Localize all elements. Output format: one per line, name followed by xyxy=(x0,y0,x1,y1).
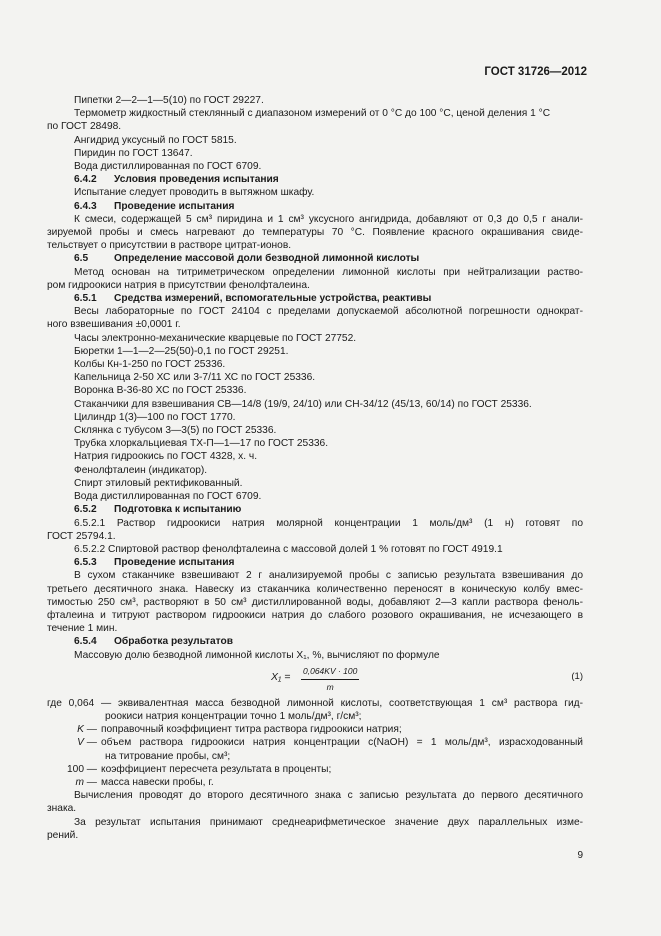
text-line: К смеси, содержащей 5 см³ пиридина и 1 см³ уксусного ангидрида, добавляют от 0,3 до 0,5 г анали- xyxy=(74,213,583,225)
section-number: 6.5.3 xyxy=(74,557,97,569)
section-title: Обработка результатов xyxy=(114,636,234,648)
section-title: Средства измерений, вспомогательные устройства, реактивы xyxy=(114,293,432,305)
text-line: течение 1 мин. xyxy=(47,623,118,635)
text-line: рений. xyxy=(47,829,79,841)
section-heading xyxy=(47,292,583,305)
text-line: ГОСТ 25794.1. xyxy=(47,530,116,542)
text-line: Часы электронно-механические кварцевые по ГОСТ 27752. xyxy=(74,332,357,344)
section-title: Проведение испытания xyxy=(114,557,235,569)
text-line: третьего десятичного знака. Навеску из стаканчика количественно переносят в коническую колбу вмес- xyxy=(47,583,583,595)
text-line: Вода дистиллированная по ГОСТ 6709. xyxy=(74,161,262,173)
definition-symbol: V — xyxy=(77,737,97,749)
section-title: Определение массовой доли безводной лимонной кислоты xyxy=(114,253,420,265)
text-line: Спирт этиловый ректификованный. xyxy=(74,477,243,489)
section-title: Условия проведения испытания xyxy=(114,174,279,186)
text-line: Пиридин по ГОСТ 13647. xyxy=(74,147,193,159)
text-line: знака. xyxy=(47,803,77,815)
text-line: Капельница 2-50 ХС или 3-7/11 ХС по ГОСТ 25336. xyxy=(74,372,316,384)
formula-lhs: X₁ = xyxy=(271,670,291,683)
section-number: 6.5 xyxy=(74,253,89,265)
text-line: Колбы Кн-1-250 по ГОСТ 25336. xyxy=(74,359,226,371)
definition-text: поправочный коэффициент титра раствора гидроокиси натрия; xyxy=(101,724,402,736)
text-line: фталеина и титруют раствором гидроокиси натрия до слабого розового окрашивания, не исчезающего в xyxy=(47,609,583,621)
definition-line: роокиси натрия концентрации точно 1 моль/дм³, г/см³; xyxy=(105,710,362,722)
text-line: Воронка В-36-80 ХС по ГОСТ 25336. xyxy=(74,385,247,397)
section-heading xyxy=(47,503,583,516)
definition-row xyxy=(47,763,583,776)
section-number: 6.4.3 xyxy=(74,200,97,212)
text-line: Метод основан на титриметрическом определении лимонной кислоты при нейтрализации раство- xyxy=(74,266,583,278)
document-body xyxy=(47,94,583,842)
text-line: зируемой пробы и смесь нагревают до температуры 70 °С. Появление красного окрашивания свиде- xyxy=(47,227,583,239)
formula-denominator: m xyxy=(326,681,334,692)
definition-text: объем раствора гидроокиси натрия концентрации c(NaOH) = 1 моль/дм³, израсходованный xyxy=(101,737,583,749)
section-title: Подготовка к испытанию xyxy=(114,504,242,516)
section-heading xyxy=(47,556,583,569)
text-line: 6.5.2.2 Спиртовой раствор фенолфталеина с массовой долей 1 % готовят по ГОСТ 4919.1 xyxy=(74,543,503,555)
text-line: Цилиндр 1(3)—100 по ГОСТ 1770. xyxy=(74,411,236,423)
text-line: 6.5.2.1 Раствор гидроокиси натрия молярной концентрации 1 моль/дм³ (1 н) готовят по xyxy=(74,517,583,529)
formula-definitions xyxy=(47,697,583,789)
definition-row xyxy=(47,736,583,749)
page-number: 9 xyxy=(577,850,583,861)
definition-text: масса навески пробы, г. xyxy=(101,776,214,788)
section-number: 6.5.2 xyxy=(74,504,97,516)
section-heading xyxy=(47,173,583,186)
text-line: Вычисления проводят до второго десятичного знака с записью результата до первого десятичного xyxy=(74,790,583,802)
text-line: тельствует о присутствии в растворе цитрат-ионов. xyxy=(47,240,292,252)
definition-row xyxy=(47,723,583,736)
text-line: ром гидроокиси натрия в присутствии фенолфталеина. xyxy=(47,279,310,291)
formula xyxy=(47,665,583,691)
text-line: Натрия гидроокись по ГОСТ 4328, х. ч. xyxy=(74,451,258,463)
definition-symbol: m — xyxy=(75,776,97,788)
formula-numerator: 0,064KV · 100 xyxy=(301,665,359,680)
section-title: Проведение испытания xyxy=(114,200,235,212)
formula-fraction xyxy=(301,665,359,694)
section-heading xyxy=(47,635,583,648)
text-line: Испытание следует проводить в вытяжном шкафу. xyxy=(74,187,315,199)
text-line: Бюретки 1—1—2—25(50)-0,1 по ГОСТ 29251. xyxy=(74,345,289,357)
definition-row xyxy=(47,776,583,789)
text-line: Термометр жидкостный стеклянный с диапазоном измерений от 0 °С до 100 °С, ценой деления 1 °С xyxy=(74,108,551,120)
section-heading xyxy=(47,252,583,265)
section-number: 6.4.2 xyxy=(74,174,97,186)
text-line: Фенолфталеин (индикатор). xyxy=(74,464,208,476)
text-line: Ангидрид уксусный по ГОСТ 5815. xyxy=(74,134,237,146)
text-line: Вода дистиллированная по ГОСТ 6709. xyxy=(74,491,262,503)
text-line: Массовую долю безводной лимонной кислоты X₁, %, вычисляют по формуле xyxy=(74,649,440,661)
text-line: Пипетки 2—2—1—5(10) по ГОСТ 29227. xyxy=(74,95,264,106)
text-line: Трубка хлоркальциевая ТХ-П—1—17 по ГОСТ 25336. xyxy=(74,438,329,450)
definition-symbol: 100 — xyxy=(66,763,97,775)
definition-text: коэффициент пересчета результата в проценты; xyxy=(101,763,332,775)
section-heading xyxy=(47,200,583,213)
formula-number: (1) xyxy=(571,670,583,682)
text-line: ного взвешивания ±0,0001 г. xyxy=(47,319,181,331)
definition-symbol: K — xyxy=(77,724,97,736)
definition-line: на титрование пробы, см³; xyxy=(105,750,231,762)
text-line: Склянка с тубусом 3—3(5) по ГОСТ 25336. xyxy=(74,425,277,437)
text-line: Стаканчики для взвешивания СВ—14/8 (19/9, 24/10) или СН-34/12 (45/13, 60/14) по ГОСТ 25336. xyxy=(74,398,532,410)
text-line: За результат испытания принимают среднеарифметическое значение двух параллельных изме- xyxy=(74,816,583,828)
text-line: В сухом стаканчике взвешивают 2 г анализируемой пробы с записью результата взвешивания до xyxy=(74,570,583,582)
section-number: 6.5.1 xyxy=(74,293,97,305)
definition-line: где 0,064 — эквивалентная масса безводной лимонной кислоты, соответствующая 1 см³ раствора гид- xyxy=(47,697,583,709)
text-line: по ГОСТ 28498. xyxy=(47,121,122,133)
text-line: Весы лабораторные по ГОСТ 24104 с пределами допускаемой абсолютной погрешности однократ- xyxy=(74,306,583,318)
standard-header: ГОСТ 31726—2012 xyxy=(484,66,587,78)
section-number: 6.5.4 xyxy=(74,636,97,648)
text-line: тимостью 250 см³, растворяют в 50 см³ дистиллированной воды, добавляют 2—3 капли раствора феноль- xyxy=(47,596,583,608)
